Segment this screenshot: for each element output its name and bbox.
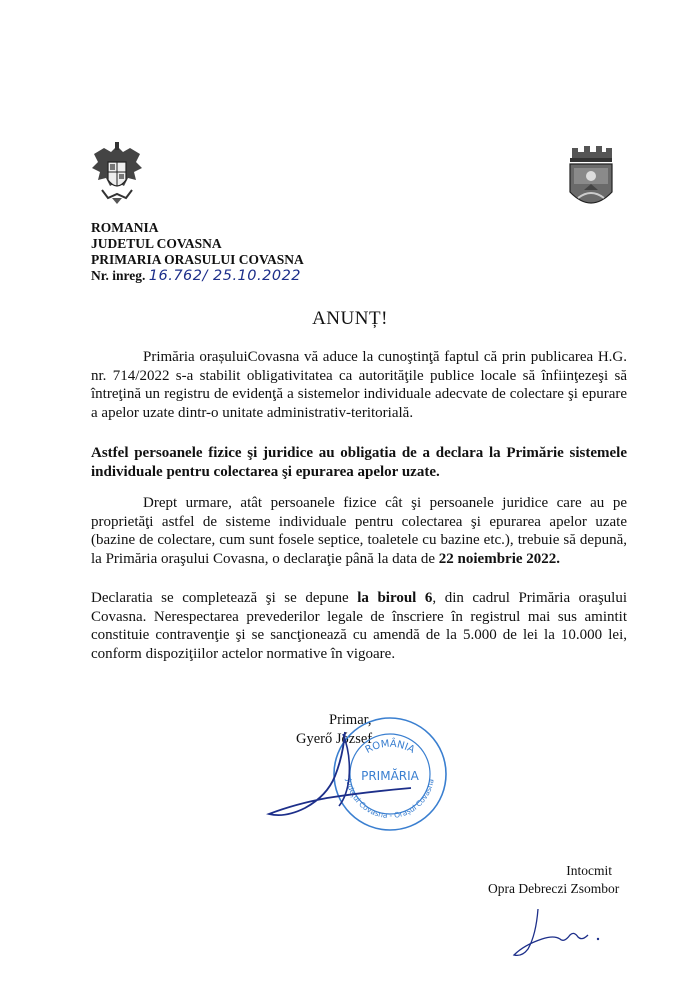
paragraph-intro bbox=[91, 348, 627, 422]
mayor-role: Primar, bbox=[329, 712, 372, 728]
paragraph-submission-text bbox=[91, 589, 627, 663]
mayor-handwritten-signature bbox=[265, 726, 415, 826]
registration-line bbox=[91, 268, 304, 284]
paragraph-submission bbox=[91, 589, 627, 663]
registration-label: Nr. inreg. bbox=[91, 268, 146, 283]
paragraph-deadline-text bbox=[91, 494, 627, 568]
registration-number: 16.762/ 25.10.2022 bbox=[148, 268, 302, 284]
prepared-by-block bbox=[488, 862, 620, 898]
paragraph-obligation bbox=[91, 444, 627, 481]
romania-coat-of-arms-icon bbox=[88, 140, 146, 206]
preparer-handwritten-signature bbox=[508, 905, 608, 960]
stamp-center-text: PRIMĂRIA bbox=[361, 769, 419, 783]
institution-header bbox=[91, 220, 304, 284]
paragraph-intro-text: Primăria orașuluiCovasna vă aduce la cunoştinţă faptul că prin publicarea H.G. nr. 714/2022 s-a stabilit obligativitatea ca autorităţile publice locale să înfiinţezeşi să întreţină un registru de evidenţă a sistemelor individuale adecvate de colectare şi epurare a apelor uzate dintr-o unitate administrativ-teritorială. bbox=[91, 349, 627, 421]
submission-intro: Declaratia se completează şi se depune bbox=[91, 590, 358, 606]
stamp-bottom-text: Județul Covasna - Orașul Covasna bbox=[344, 778, 436, 821]
paragraph-obligation-text: Astfel persoanele fizice şi juridice au obligatia de a declara la Primărie sistemele individuale pentru colectarea şi epurarea apelor uzate. bbox=[91, 445, 627, 480]
document-title: ANUNȚ! bbox=[312, 308, 388, 329]
covasna-city-coat-of-arms-icon bbox=[562, 140, 620, 218]
county-line: JUDETUL COVASNA bbox=[91, 236, 222, 251]
deadline-body: Drept urmare, atât persoanele fizice cât şi persoanele juridice care au pe proprietăţi astfel de sisteme individuale pentru colectarea şi epurarea apelor uzate (bazine de colectare, cum sunt fosele septice, toaletele cu bazine etc.), trebuie să depună, la Primăria oraşului Covasna, o declaraţie până la data de bbox=[91, 495, 627, 567]
mayor-name: Gyerő József bbox=[296, 730, 373, 747]
country-line: ROMANIA bbox=[91, 220, 159, 235]
office-number: la biroul 6 bbox=[357, 590, 433, 606]
prepared-label: Intocmit bbox=[566, 863, 612, 878]
prepared-name: Opra Debreczi Zsombor bbox=[488, 881, 620, 896]
submission-body: , din cadrul Primăria oraşului Covasna. Nerespectarea prevederilor legale de înscriere în registrul mai sus amintit constituie contravenţie şi se sancţionează cu amendă de la 5.000 de lei la 10.000 lei, conform dispoziţiilor actelor normative în vigoare. bbox=[91, 590, 627, 662]
paragraph-deadline bbox=[91, 494, 627, 568]
stamp-top-text: ROMÂNIA bbox=[363, 738, 417, 756]
municipality-line: PRIMARIA ORASULUI COVASNA bbox=[91, 252, 304, 267]
deadline-date: 22 noiembrie 2022. bbox=[438, 550, 561, 567]
